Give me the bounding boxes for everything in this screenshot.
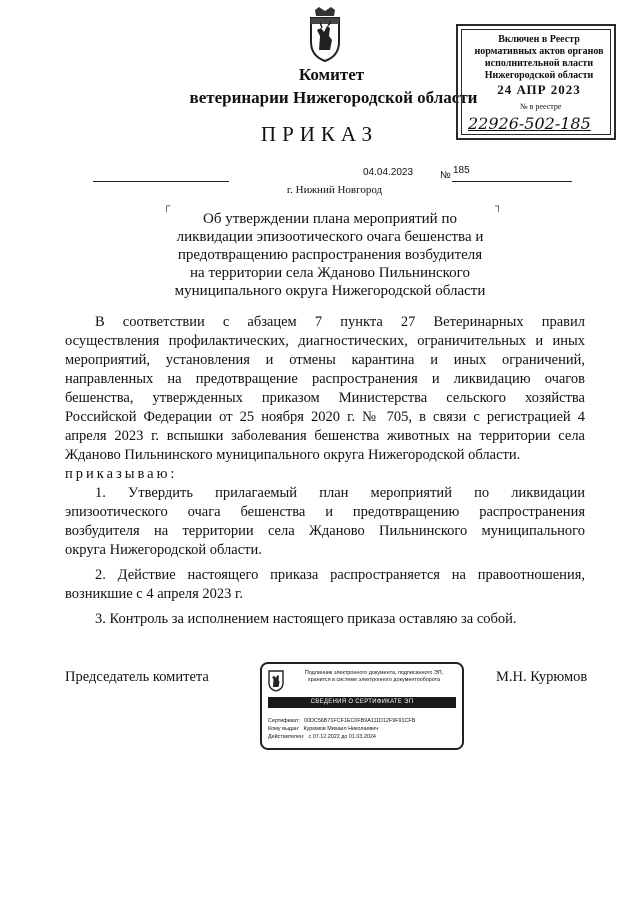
stamp-line-4: Нижегородской области — [484, 70, 594, 81]
item-3-line: 3. Контроль за исполнением настоящего приказа оставляю за собой. — [95, 611, 517, 627]
owner-label: Кому выдан: — [268, 726, 300, 732]
certificate-row — [268, 718, 415, 725]
item-1-line: округа Нижегородской области. — [65, 542, 262, 558]
organization-heading: ветеринарии Нижегородской области — [189, 88, 478, 107]
document-city: г. Нижний Новгород — [286, 184, 383, 196]
item-1-line: эпизоотического очага бешенства и предотвращению распространения — [65, 504, 585, 520]
registry-stamp — [456, 24, 616, 140]
validity-value: с 07.12.2022 до 01.03.2024 — [308, 734, 376, 740]
item-2-line: 2. Действие настоящего приказа распространяется на правоотношения, — [95, 567, 585, 583]
stamp-registry-label: № в реестре — [520, 102, 562, 111]
document-date: 04.04.2023 — [363, 167, 414, 178]
preamble-line: В соответствии с абзацем 7 пункта 27 Ветеринарных правил — [95, 314, 585, 330]
coat-of-arms-emblem — [305, 6, 345, 62]
owner-row — [268, 726, 378, 733]
preamble-line: мероприятий, установления и отмены карантина и иных ограничений, — [65, 352, 585, 368]
validity-row — [268, 734, 376, 741]
validity-label: Действителен: — [268, 734, 305, 740]
electronic-signature-block — [260, 662, 464, 750]
item-1-line: 1. Утвердить прилагаемый план мероприятий по ликвидации — [95, 485, 585, 501]
title-corner-right: ┐ — [495, 201, 503, 212]
certificate-info-bar: СВЕДЕНИЯ О СЕРТИФИКАТЕ ЭП — [268, 697, 456, 708]
preamble-line: апреля 2023 г. вспышки заболевания бешенства животных на территории села — [65, 428, 585, 444]
document-title — [150, 210, 510, 300]
title-corner-left: ┌ — [163, 201, 171, 212]
preamble-line: осуществления профилактических, диагностических, ограничительных и иных — [65, 333, 585, 349]
esignature-note-line-2: хранится в системе электронного документооборота — [307, 677, 441, 683]
number-underline — [452, 181, 572, 182]
document-type-heading: ПРИКАЗ — [260, 122, 379, 146]
preamble-line: Жданово Пильнинского муниципального округа Нижегородской области. — [65, 447, 521, 463]
title-line: муниципального округа Нижегородской области — [174, 283, 486, 299]
document-number: 185 — [453, 165, 470, 176]
preamble-line: направленных на предотвращение распространения и ликвидацию очагов — [65, 371, 585, 387]
certificate-value: 00DC56B71FCF1EC0FB9A111D12F9F91CFB — [304, 718, 416, 724]
region-emblem-icon — [268, 670, 284, 692]
preamble-line: бешенства, утвержденных приказом Министерства сельского хозяйства — [65, 390, 585, 406]
date-underline — [93, 181, 229, 182]
title-line: ликвидации эпизоотического очага бешенства и — [176, 229, 484, 245]
title-line: предотвращению распространения возбудителя — [177, 247, 483, 263]
stamp-line-1: Включен в Реестр — [498, 34, 580, 45]
preamble-line: Российской Федерации от 25 ноября 2020 г. № 705, в связи с регистрацией 4 — [65, 409, 585, 425]
stamp-registry-number: 22926-502-185 — [468, 114, 591, 133]
stamp-line-2: нормативных актов органов — [474, 46, 604, 57]
title-line: Об утверждении плана мероприятий по — [202, 211, 457, 227]
signatory-name: М.Н. Курюмов — [496, 669, 588, 685]
stamp-date: 24 АПР 2023 — [497, 82, 581, 97]
owner-value: Курюмов Михаил Николаевич — [303, 726, 379, 732]
number-label: № — [440, 170, 451, 181]
certificate-label: Сертификат: — [268, 718, 301, 724]
order-word: приказываю: — [65, 466, 178, 482]
signatory-role: Председатель комитета — [65, 669, 209, 685]
stamp-line-3: исполнительной власти — [484, 58, 594, 69]
esignature-note — [290, 670, 458, 684]
committee-heading: Комитет — [298, 65, 365, 84]
title-line: на территории села Жданово Пильнинского — [190, 265, 470, 281]
esignature-note-line-1: Подлинник электронного документа, подписанного ЭП, — [304, 670, 444, 676]
item-2-line: возникшие с 4 апреля 2023 г. — [65, 586, 243, 602]
item-1-line: возбудителя на территории села Жданово Пильнинского муниципального — [65, 523, 585, 539]
